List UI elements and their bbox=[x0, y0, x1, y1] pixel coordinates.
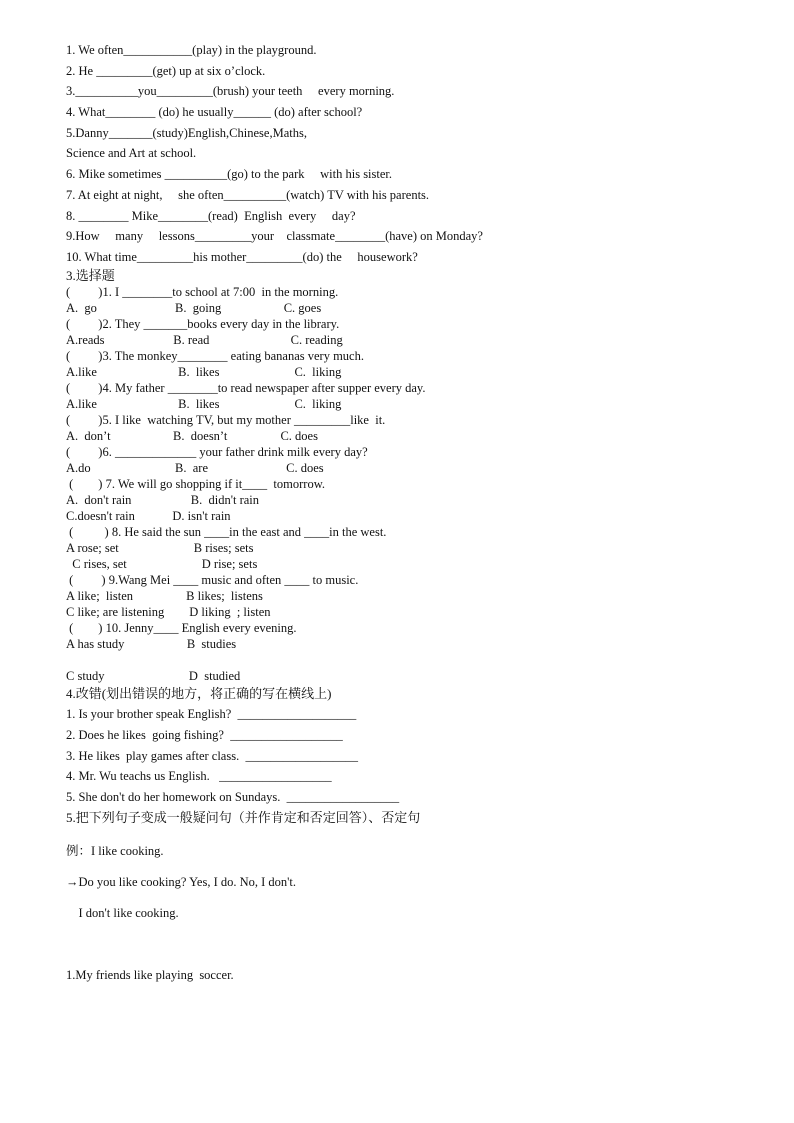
choice-line: A has study B studies bbox=[66, 636, 237, 651]
spacer bbox=[66, 828, 746, 843]
fill-item-5-cont: Science and Art at school. bbox=[66, 146, 197, 161]
choice-line: A.reads B. read C. reading bbox=[66, 332, 343, 347]
example-answer: →Do you like cooking? Yes, I do. No, I don't. bbox=[66, 875, 297, 890]
fill-item-5: 5.Danny_______(study)English,Chinese,Maths, bbox=[66, 125, 307, 140]
correction-item-1: 1. Is your brother speak English? ___________________ bbox=[66, 707, 357, 722]
choice-line: A. go B. going C. goes bbox=[66, 300, 322, 315]
error-correction-section bbox=[66, 684, 746, 808]
choice-line: C rises, set D rise; sets bbox=[66, 556, 258, 571]
spacer bbox=[66, 921, 746, 967]
worksheet-page bbox=[66, 40, 746, 983]
correction-item-3: 3. He likes play games after class. __________________ bbox=[66, 748, 358, 763]
choice-line: A.like B. likes C. liking bbox=[66, 396, 342, 411]
choice-line: ( )3. The monkey________ eating bananas very much. bbox=[66, 348, 364, 363]
choice-line: A.like B. likes C. liking bbox=[66, 364, 342, 379]
choice-line: ( ) 9.Wang Mei ____ music and often ____ to music. bbox=[66, 572, 359, 587]
choice-section bbox=[66, 268, 746, 684]
fill-item-7: 7. At eight at night, she often__________(watch) TV with his parents. bbox=[66, 187, 430, 202]
choice-line: A rose; set B rises; sets bbox=[66, 540, 254, 555]
choice-line: ( )2. They _______books every day in the library. bbox=[66, 316, 340, 331]
transform-section-title: 5.把下列句子变成一般疑问句（并作肯定和否定回答）、否定句 bbox=[66, 809, 421, 825]
choice-line: A. don't rain B. didn't rain bbox=[66, 492, 260, 507]
choice-line: ( )6. _____________ your father drink milk every day? bbox=[66, 444, 368, 459]
fill-in-section bbox=[66, 40, 746, 268]
correction-item-2: 2. Does he likes going fishing? __________________ bbox=[66, 727, 343, 742]
correction-item-5: 5. She don't do her homework on Sundays. __________________ bbox=[66, 790, 400, 804]
choice-line: ( ) 8. He said the sun ____in the east and ____in the west. bbox=[66, 524, 387, 539]
example-sentence: 例：I like cooking. bbox=[66, 844, 164, 859]
fill-item-3: 3.__________you_________(brush) your teeth every morning. bbox=[66, 84, 395, 99]
choice-section-title: 3.选择题 bbox=[66, 267, 115, 283]
choice-line: ( ) 10. Jenny____ English every evening. bbox=[66, 620, 297, 635]
choice-line: A. don’t B. doesn’t C. does bbox=[66, 428, 318, 443]
fill-item-6: 6. Mike sometimes __________(go) to the park with his sister. bbox=[66, 167, 393, 182]
choice-line: A.do B. are C. does bbox=[66, 460, 324, 475]
choice-line: ( )1. I ________to school at 7:00 in the morning. bbox=[66, 284, 339, 299]
choice-line: ( )4. My father ________to read newspaper after supper every day. bbox=[66, 380, 426, 395]
choice-line: C like; are listening D liking ; listen bbox=[66, 604, 271, 619]
fill-item-9: 9.How many lessons_________your classmate________(have) on Monday? bbox=[66, 229, 483, 244]
choice-blank-line bbox=[66, 652, 746, 668]
example-negative: I don't like cooking. bbox=[66, 906, 179, 921]
correction-item-4: 4. Mr. Wu teachs us English. __________________ bbox=[66, 769, 332, 784]
fill-item-1: 1. We often___________(play) in the playground. bbox=[66, 43, 317, 57]
choice-line: C study D studied bbox=[66, 668, 241, 683]
fill-item-10: 10. What time_________his mother_________(do) the housework? bbox=[66, 249, 418, 264]
spacer bbox=[66, 859, 746, 874]
fill-item-2: 2. He _________(get) up at six o’clock. bbox=[66, 63, 266, 78]
correction-section-title: 4.改错(划出错误的地方，将正确的写在横线上) bbox=[66, 685, 332, 701]
choice-line: ( )5. I like watching TV, but my mother _________like it. bbox=[66, 412, 386, 427]
fill-item-4: 4. What________ (do) he usually______ (do) after school? bbox=[66, 105, 363, 120]
choice-line: A like; listen B likes; listens bbox=[66, 588, 263, 603]
fill-item-8: 8. ________ Mike________(read) English every day? bbox=[66, 208, 356, 223]
choice-line: C.doesn't rain D. isn't rain bbox=[66, 508, 231, 523]
spacer bbox=[66, 890, 746, 905]
transform-section bbox=[66, 808, 746, 984]
choice-line: ( ) 7. We will go shopping if it____ tomorrow. bbox=[66, 476, 326, 491]
transform-item-1: 1.My friends like playing soccer. bbox=[66, 968, 234, 983]
